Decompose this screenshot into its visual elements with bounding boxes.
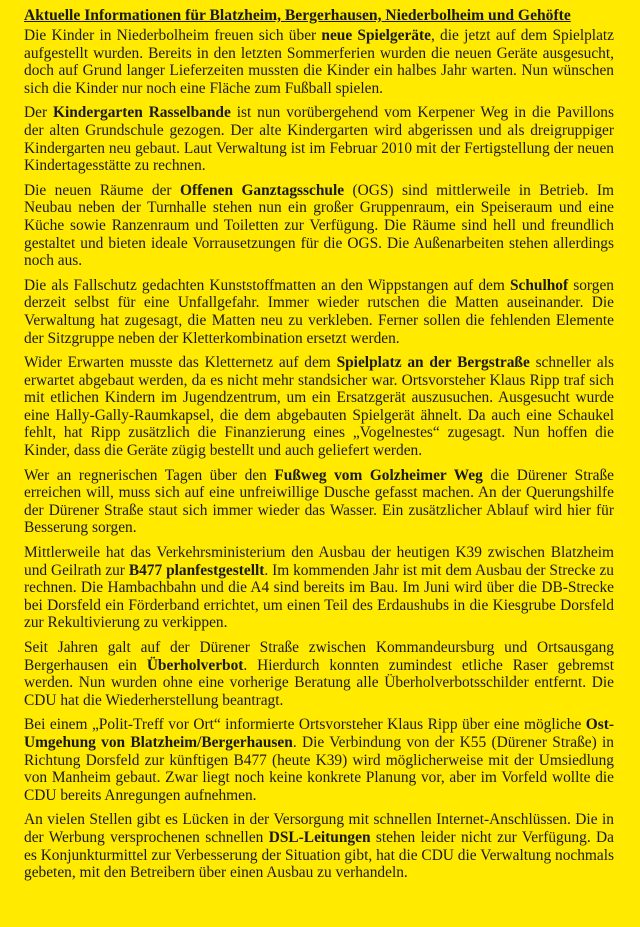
paragraph-keyword: B477 planfestgestellt <box>128 561 265 579</box>
paragraph-text: ist nun vorübergehend vom Kerpener Weg in die Pavillons der alten Grundschule gezogen. Der alte Kindergarten wird abgerissen und als dreigruppiger Kindergarten neu gebaut. Laut Verwaltung ist im Februar 2010 mit der Fertigstellung der neuen Kindertagesstätte zu rechnen. <box>24 104 614 175</box>
article-paragraph <box>24 639 614 709</box>
paragraph-text: . Im kommenden Jahr ist mit dem Ausbau der Strecke zu rechnen. Die Hambachbahn und die A4 sind bereits im Bau. Im Juni wird über die DB-Strecke bei Dorsfeld ein Förderband errichtet, um einen Teil des Erdaushubs in die Kiesgrube Dorsfeld zur Rekultivierung zu verkippen. <box>24 561 614 632</box>
paragraph-keyword: neue Spielgeräte <box>321 27 431 44</box>
article-paragraph <box>24 354 614 460</box>
paragraph-text: An vielen Stellen gibt es Lücken in der Versorgung mit schnellen Internet-Anschlüssen. Die in der Werbung versprochenen schnellen <box>24 811 614 846</box>
paragraph-text: Die neuen Räume der <box>24 181 180 199</box>
paragraph-keyword: Spielplatz an der Bergstraße <box>336 354 530 372</box>
article-paragraph <box>24 27 614 97</box>
paragraph-text: die Dürener Straße erreichen will, muss sich auf eine unfreiwillige Dusche gefasst machen. An der Querungshilfe der Dürener Straße staut sich immer wieder das Wasser. Ein zusätzlicher Ablauf wird hier für Besserung sorgen. <box>24 466 614 537</box>
article-paragraph <box>24 277 614 347</box>
paragraph-keyword: DSL-Leitungen <box>268 828 371 846</box>
article-paragraph <box>24 182 614 270</box>
article-paragraph <box>24 104 614 174</box>
paragraph-text: Wider Erwarten musste das Kletternetz auf dem <box>24 354 337 372</box>
article-body <box>24 27 614 882</box>
paragraph-text: (OGS) sind mittlerweile in Betrieb. Im Neubau neben der Turnhalle stehen nun ein großer Gruppenraum, ein Speiseraum und eine Küche sowie Ranzenraum und Toiletten zur Verfügung. Die Räume sind hell und freundlich gestaltet und bieten ideale Vorrausetzungen für die OGS. Die Außenarbeiten stehen allerdings noch aus. <box>24 181 614 270</box>
article-paragraph <box>24 716 614 804</box>
article-paragraph <box>24 811 614 881</box>
article-paragraph <box>24 544 614 632</box>
paragraph-text: Die als Fallschutz gedachten Kunststoffmatten an den Wippstangen auf dem <box>24 276 510 294</box>
paragraph-keyword: Fußweg vom Golzheimer Weg <box>274 466 483 484</box>
paragraph-keyword: Überholverbot <box>146 656 244 674</box>
paragraph-text: Mittlerweile hat das Verkehrsministerium den Ausbau der heutigen K39 zwischen Blatzheim und Geilrath zur <box>24 544 614 579</box>
paragraph-text: Wer an regnerischen Tagen über den <box>24 466 275 484</box>
paragraph-text: . Hierdurch konnten zumindest etliche Raser gebremst werden. Nun wurden ohne eine vorherige Beratung alle Überholverbotsschilder entfernt. Die CDU hat die Wiederherstellung beantragt. <box>24 656 614 709</box>
paragraph-text: Seit Jahren galt auf der Dürener Straße zwischen Kommandeursburg und Ortsausgang Bergerhausen ein <box>24 639 614 674</box>
paragraph-text: Bei einem „Polit-Treff vor Ort“ informierte Ortsvorsteher Klaus Ripp über eine mögliche <box>24 716 586 734</box>
paragraph-text: Die Kinder in Niederbolheim freuen sich über <box>24 27 322 44</box>
paragraph-keyword: Kindergarten Rasselbande <box>53 104 231 122</box>
paragraph-keyword: Offenen Ganztagsschule <box>180 181 345 199</box>
paragraph-text: stehen leider nicht zur Verfügung. Da es Konjunkturmittel zur Verbesserung der Situation gibt, hat die CDU die Verwaltung nochmals gebeten, mit den Betreibern über einen Ausbau zu verhandeln. <box>24 828 614 882</box>
article-paragraph <box>24 467 614 537</box>
paragraph-keyword: Schulhof <box>509 276 569 294</box>
paragraph-text: . Die Verbindung von der K55 (Dürener Straße) in Richtung Dorsfeld zur künftigen B477 (heute K39) wird möglicherweise mit der Umsiedlung von Manheim gebaut. Zwar liegt noch keine konkrete Planung vor, aber im Vorfeld wollte die CDU bereits Anregungen aufnehmen. <box>24 733 615 804</box>
paragraph-keyword: Ost-Umgehung von Blatzheim/Bergerhausen <box>24 716 614 751</box>
document-title: Aktuelle Informationen für Blatzheim, Bergerhausen, Niederbolheim und Gehöfte <box>24 7 571 24</box>
paragraph-text: schneller als erwartet abgebaut werden, da es nicht mehr standsicher war. Ortsvorsteher Klaus Ripp traf sich mit etlichen Kindern im Jugendzentrum, um ein Ersatzgerät auszusuchen. Ausgesucht wurde eine Hally-Gally-Raumkapsel, die dem abgebauten Spielgerät ähnelt. Da auch eine Schaukel fehlt, hat Ripp zusätzlich die Finanzierung eines „Vogelnestes“ zugesagt. Nun hoffen die Kinder, dass die Geräte zügig bestellt und auch geliefert werden. <box>24 354 615 460</box>
paragraph-text: sorgen derzeit selbst für eine Unfallgefahr. Immer wieder rutschen die Matten auseinander. Die Verwaltung hat zugesagt, die Matten neu zu verkleben. Ferner sollen die fehlenden Elemente der Sitzgruppe neben der Kletterkombination ersetzt werden. <box>24 276 614 347</box>
paragraph-text: Der <box>24 104 53 122</box>
paragraph-text: , die jetzt auf dem Spielplatz aufgestellt wurden. Bereits in den letzten Sommerferien wurden die neuen Geräte ausgesucht, doch auf Grund langer Lieferzeiten mussten die Kinder ein halbes Jahr warten. Nun wünschen sich die Kinder nur noch eine Fläche zum Fußball spielen. <box>24 27 615 97</box>
